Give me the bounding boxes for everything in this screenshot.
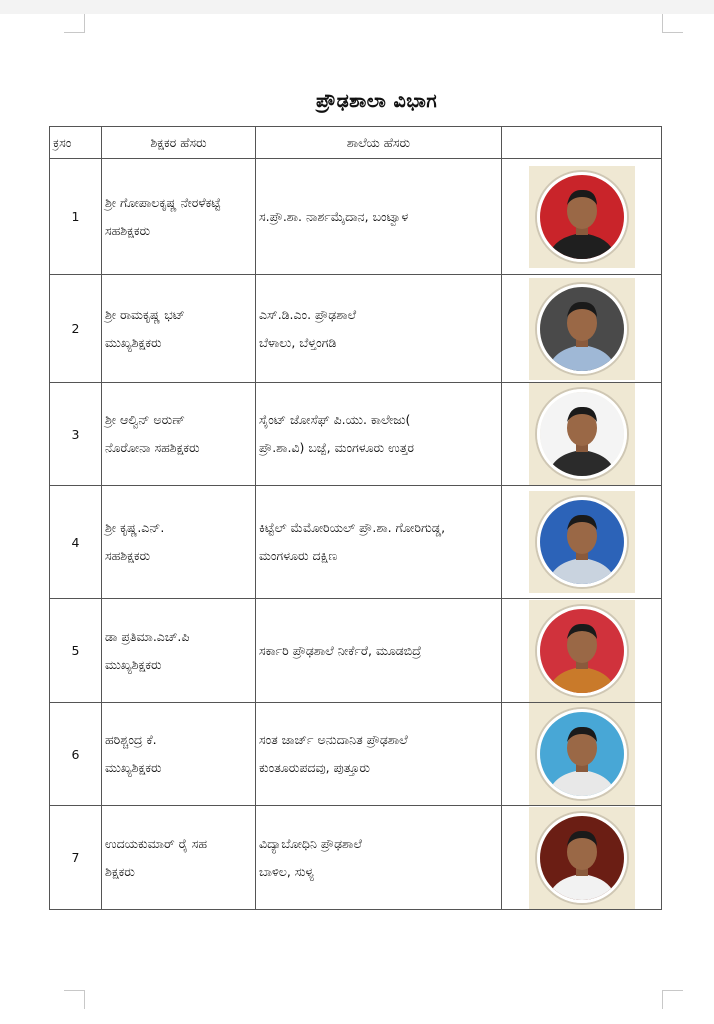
row-number: 7	[50, 806, 102, 910]
crop-mark-bottom-right	[662, 990, 683, 1009]
school-cell	[256, 383, 502, 486]
crop-mark-top-left	[64, 14, 85, 33]
school-name-line-2: ಕುಂತೂರುಪದವು, ಪುತ್ತೂರು	[259, 760, 370, 775]
portrait-illustration	[540, 712, 624, 796]
school-name-line-2: ಪ್ರೌ.ಶಾ.ವಿ) ಬಜ್ಪೆ, ಮಂಗಳೂರು ಉತ್ತರ	[259, 440, 414, 455]
teacher-role: ಶಿಕ್ಷಕರು	[105, 863, 135, 879]
teacher-role: ಸಹಶಿಕ್ಷಕರು	[105, 548, 151, 563]
portrait-illustration	[540, 609, 624, 693]
photo-cell	[502, 159, 662, 275]
teacher-cell	[102, 275, 256, 383]
portrait-illustration	[540, 175, 624, 259]
row-number: 5	[50, 599, 102, 703]
row-number: 1	[50, 159, 102, 275]
row-number: 4	[50, 486, 102, 599]
table-row	[50, 806, 662, 910]
portrait-frame	[529, 600, 635, 702]
page-title: ಪ್ರೌಢಶಾಲಾ ವಿಭಾಗ	[316, 90, 438, 112]
school-cell	[256, 159, 502, 275]
table-row	[50, 486, 662, 599]
school-cell	[256, 599, 502, 703]
portrait-illustration	[540, 816, 624, 900]
teacher-role: ನೊರೋನಾ ಸಹಶಿಕ್ಷಕರು	[105, 440, 200, 455]
teacher-cell	[102, 383, 256, 486]
teacher-name: ಶ್ರೀ ಕೃಷ್ಣ.ಎನ್.	[105, 520, 165, 535]
teacher-cell	[102, 703, 256, 806]
crop-mark-top-right	[662, 14, 683, 33]
teacher-name: ಶ್ರೀ ಗೋಪಾಲಕೃಷ್ಣ ನೇರಳೆಕಟ್ಟೆ	[105, 194, 221, 210]
school-cell	[256, 275, 502, 383]
school-name-line-2: ಬಾಳಿಲ, ಸುಳ್ಯ	[259, 863, 314, 879]
photo-cell	[502, 703, 662, 806]
school-name-line-1: ಸ.ಪ್ರೌ.ಶಾ. ನಾರ್ಶಮೈದಾನ, ಬಂಟ್ವಾಳ	[259, 208, 409, 224]
teacher-name: ಉದಯಕುಮಾರ್ ರೈ ಸಹ	[105, 835, 208, 851]
teacher-portrait	[537, 606, 627, 696]
school-cell	[256, 703, 502, 806]
table-row	[50, 275, 662, 383]
portrait-frame	[529, 703, 635, 805]
school-name-line-1: ಸಂತ ಜಾರ್ಜ್ ಅನುದಾನಿತ ಪ್ರೌಢಶಾಲೆ	[259, 732, 408, 747]
teacher-portrait	[537, 497, 627, 587]
portrait-frame	[529, 807, 635, 909]
portrait-frame	[529, 278, 635, 380]
table-row	[50, 599, 662, 703]
teacher-cell	[102, 159, 256, 275]
teacher-portrait	[537, 709, 627, 799]
header-school-name: ಶಾಲೆಯ ಹೆಸರು	[256, 127, 502, 159]
teacher-role: ಸಹಶಿಕ್ಷಕರು	[105, 222, 151, 238]
school-name-line-1: ಸೈಂಟ್ ಜೋಸೆಫ್ ಪಿ.ಯು. ಕಾಲೇಜು(	[259, 412, 411, 427]
header-photo	[502, 127, 662, 159]
school-cell	[256, 806, 502, 910]
school-name-line-2: ಬೆಳಾಲು, ಬೆಳ್ತಂಗಡಿ	[259, 334, 337, 350]
portrait-frame	[529, 491, 635, 593]
table-row	[50, 383, 662, 486]
teacher-cell	[102, 806, 256, 910]
teacher-portrait	[537, 389, 627, 479]
row-number: 2	[50, 275, 102, 383]
photo-cell	[502, 599, 662, 703]
teacher-name: ಶ್ರೀ ರಾಮಕೃಷ್ಣ ಭಟ್	[105, 306, 185, 322]
row-number: 3	[50, 383, 102, 486]
table-row	[50, 159, 662, 275]
teacher-role: ಮುಖ್ಯಶಿಕ್ಷಕರು	[105, 760, 162, 775]
row-number: 6	[50, 703, 102, 806]
table-header-row	[50, 127, 662, 159]
header-teacher-name: ಶಿಕ್ಷಕರ ಹೆಸರು	[102, 127, 256, 159]
school-name-line-1: ಸರ್ಕಾರಿ ಪ್ರೌಢಶಾಲೆ ನೀರ್ಕೆರೆ, ಮೂಡಬಿದ್ರೆ	[259, 642, 422, 658]
teacher-portrait	[537, 172, 627, 262]
portrait-illustration	[540, 287, 624, 371]
school-name-line-1: ವಿದ್ಯಾಬೋಧಿನಿ ಪ್ರೌಢಶಾಲೆ	[259, 835, 362, 851]
crop-mark-bottom-left	[64, 990, 85, 1009]
teachers-table	[49, 126, 662, 910]
school-name-line-1: ಎಸ್.ಡಿ.ಎಂ. ಪ್ರೌಢಶಾಲೆ	[259, 306, 357, 322]
teacher-cell	[102, 486, 256, 599]
teacher-name: ಹರಿಶ್ಚಂದ್ರ ಕೆ.	[105, 732, 157, 747]
school-cell	[256, 486, 502, 599]
portrait-frame	[529, 166, 635, 268]
portrait-frame	[529, 383, 635, 485]
photo-cell	[502, 486, 662, 599]
teacher-name: ಡಾ ಪ್ರತಿಮಾ.ಎಚ್.ಪಿ	[105, 628, 190, 644]
school-name-line-1: ಕಿಟ್ಟೆಲ್ ಮೆಮೋರಿಯಲ್ ಪ್ರೌ.ಶಾ. ಗೋರಿಗುಡ್ಡ,	[259, 520, 446, 535]
teacher-role: ಮುಖ್ಯಶಿಕ್ಷಕರು	[105, 656, 162, 672]
photo-cell	[502, 383, 662, 486]
teacher-portrait	[537, 284, 627, 374]
photo-cell	[502, 806, 662, 910]
teacher-name: ಶ್ರೀ ಆಲ್ವಿನ್ ಅರುಣ್	[105, 412, 185, 427]
teacher-cell	[102, 599, 256, 703]
school-name-line-2: ಮಂಗಳೂರು ದಕ್ಷಿಣ	[259, 548, 338, 563]
portrait-illustration	[540, 392, 624, 476]
header-serial: ಕ್ರಸಂ	[50, 127, 102, 159]
photo-cell	[502, 275, 662, 383]
document-page	[0, 14, 714, 1024]
teacher-role: ಮುಖ್ಯಶಿಕ್ಷಕರು	[105, 334, 162, 350]
table-row	[50, 703, 662, 806]
portrait-illustration	[540, 500, 624, 584]
teacher-portrait	[537, 813, 627, 903]
